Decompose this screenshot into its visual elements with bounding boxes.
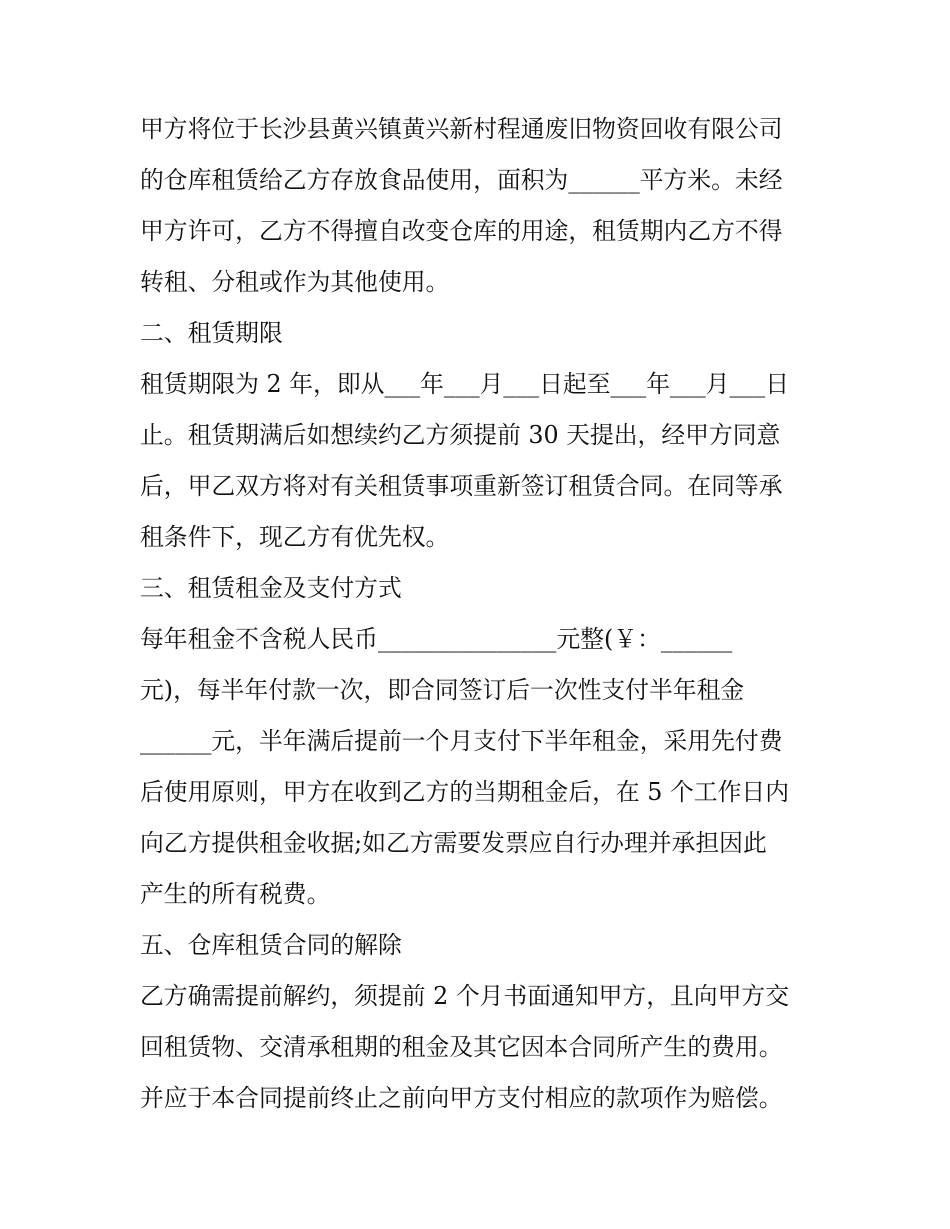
- paragraph-line-14: 后使用原则，甲方在收到乙方的当期租金后，在 5 个工作日内: [140, 778, 789, 806]
- paragraph-line-9: 租条件下，现乙方有优先权。: [140, 523, 450, 551]
- paragraph-line-12: 元)，每半年付款一次，即合同签订后一次性支付半年租金: [140, 676, 745, 704]
- section-heading-termination: 五、仓库租赁合同的解除: [140, 931, 402, 959]
- section-heading-lease-term: 二、租赁期限: [140, 319, 283, 347]
- paragraph-line-7: 止。租赁期满后如想续约乙方须提前 30 天提出，经甲方同意: [140, 421, 781, 449]
- paragraph-line-18: 乙方确需提前解约，须提前 2 个月书面通知甲方，且向甲方交: [140, 982, 789, 1010]
- paragraph-line-4: 转租、分租或作为其他使用。: [140, 268, 450, 296]
- paragraph-line-16: 产生的所有税费。: [140, 880, 331, 908]
- paragraph-line-15: 向乙方提供租金收据;如乙方需要发票应自行办理并承担因此: [140, 829, 767, 857]
- paragraph-line-19: 回租赁物、交清承租期的租金及其它因本合同所产生的费用。: [140, 1033, 783, 1061]
- paragraph-line-8: 后，甲乙双方将对有关租赁事项重新签订租赁合同。在同等承: [140, 472, 783, 500]
- paragraph-line-20: 并应于本合同提前终止之前向甲方支付相应的款项作为赔偿。: [140, 1084, 783, 1112]
- paragraph-line-6: 租赁期限为 2 年，即从___年___月___日起至___年___月___日: [140, 370, 789, 398]
- section-heading-rent-payment: 三、租赁租金及支付方式: [140, 574, 402, 602]
- paragraph-line-2: 的仓库租赁给乙方存放食品使用，面积为______平方米。未经: [140, 166, 783, 194]
- paragraph-line-11: 每年租金不含税人民币_______________元整(￥：______: [140, 625, 733, 653]
- paragraph-line-1: 甲方将位于长沙县黄兴镇黄兴新村程通废旧物资回收有限公司: [140, 115, 783, 143]
- paragraph-line-13: ______元，半年满后提前一个月支付下半年租金，采用先付费: [140, 727, 783, 755]
- paragraph-line-3: 甲方许可，乙方不得擅自改变仓库的用途，租赁期内乙方不得: [140, 217, 783, 245]
